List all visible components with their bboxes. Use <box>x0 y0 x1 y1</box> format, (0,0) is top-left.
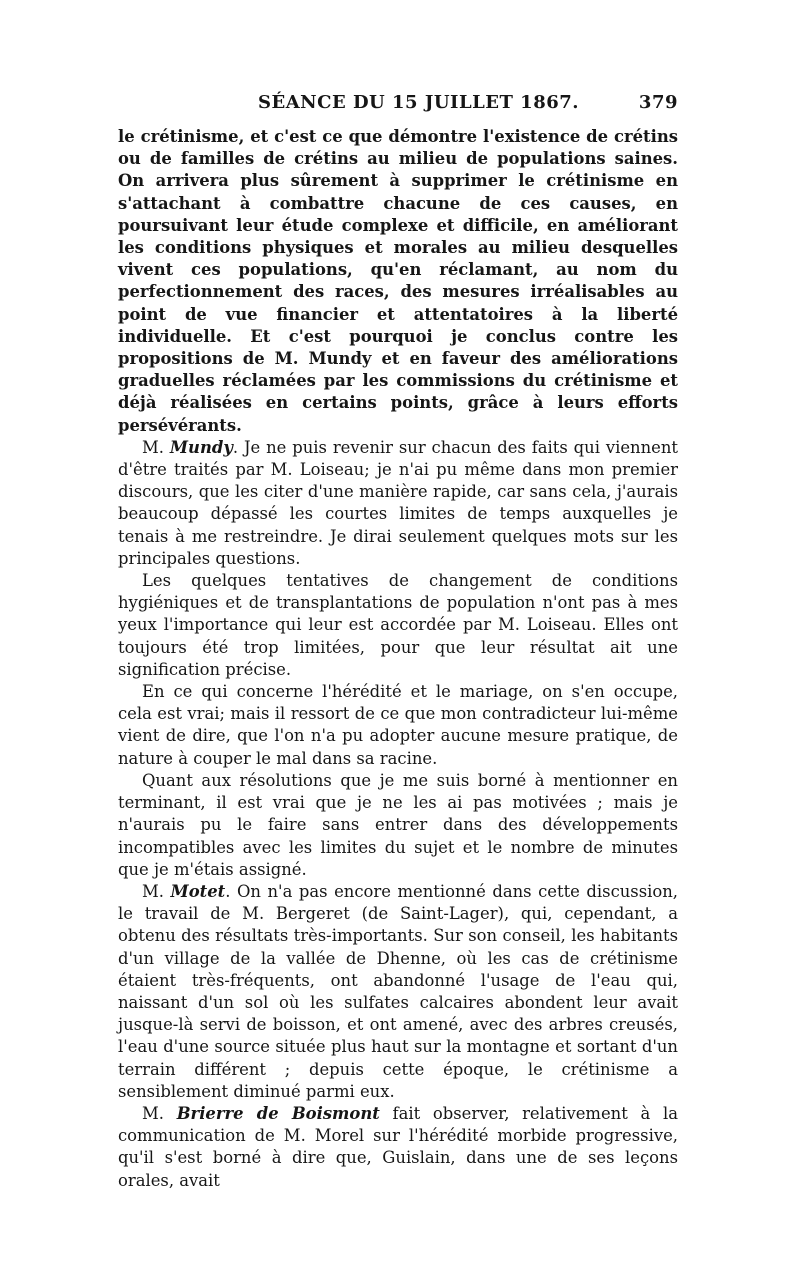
paragraph-resolutions: Quant aux résolutions que je me suis borné à mentionner en terminant, il est vrai que je ne les ai pas motivées ; mais je n'aurais pu le faire sans entrer dans des développements incompatibles avec les limites du sujet et le nombre de minutes que je m'étais assigné. <box>118 770 678 879</box>
paragraph-heredite: En ce qui concerne l'hérédité et le mariage, on s'en occupe, cela est vrai; mais il ressort de ce que mon contradicteur lui-même vient de dire, que l'on n'a pu adopter aucune mesure pratique, de nature à couper le mal dans sa racine. <box>118 682 678 768</box>
paragraph-motet <box>118 881 678 1103</box>
speaker-prefix: M. <box>142 1103 177 1123</box>
speaker-name: Mundy <box>169 437 233 457</box>
paragraph-crétinisme-conclusion: le crétinisme, et c'est ce que démontre l'existence de crétins ou de familles de crétins au milieu de populations saines. On arrivera plus sûrement à supprimer le crétinisme en s'attachant à combattre chacune de ces causes, en poursuivant leur étude complexe et difficile, en améliorant les conditions physiques et morales au milieu desquelles vivent ces populations, qu'en réclamant, au nom du perfectionnement des races, des mesures irréalisables au point de vue financier et attentatoires à la liberté individuelle. Et c'est pourquoi je conclus contre les propositions de M. Mundy et en faveur des améliorations graduelles réclamées par les commissions du crétinisme et déjà réalisées en certains points, grâce à leurs efforts persévérants. <box>118 127 678 435</box>
speaker-prefix: M. <box>142 437 170 457</box>
paragraph-mundy-reply <box>118 437 678 570</box>
body-text <box>118 126 678 1192</box>
running-title: SÉANCE DU 15 JUILLET 1867. <box>258 92 580 113</box>
paragraph-brierre <box>118 1103 678 1192</box>
page-number: 379 <box>638 92 678 113</box>
paragraph-text: fait observer, relativement à la communication de M. Morel sur l'hérédité morbide progressive, qu'il s'est borné à dire que, Guislain, dans une de ses leçons orales, avait <box>118 1103 678 1190</box>
paragraph-text: . Je ne puis revenir sur chacun des faits qui viennent d'être traités par M. Loiseau; je n'ai pu même dans mon premier discours, que les citer d'une manière rapide, car sans cela, j'aurais beaucoup dépassé les courtes limites de temps auxquelles je tenais à me restreindre. Je dirai seulement quelques mots sur les principales questions. <box>118 437 679 568</box>
paragraph-text: . On n'a pas encore mentionné dans cette discussion, le travail de M. Bergeret (de Saint-Lager), qui, cependant, a obtenu des résultats très-importants. Sur son conseil, les habitants d'un village de la vallée de Dhenne, où les cas de crétinisme étaient très-fréquents, ont abandonné l'usage de l'eau qui, naissant d'un sol où les sulfates calcaires abondent leur avait jusque-là servi de boisson, et ont amené, avec des arbres creusés, l'eau d'une source située plus haut sur la montagne et sortant d'un terrain différent ; depuis cette époque, le crétinisme a sensiblement diminué parmi eux. <box>118 881 679 1101</box>
speaker-name: Motet <box>170 881 226 901</box>
paragraph-transplantations: Les quelques tentatives de changement de conditions hygiéniques et de transplantations de population n'ont pas à mes yeux l'importance qui leur est accordée par M. Loiseau. Elles ont toujours été trop limitées, pour que leur résultat ait une signification précise. <box>118 571 678 679</box>
page-header <box>118 92 678 122</box>
speaker-name: Brierre de Boismont <box>176 1103 380 1123</box>
speaker-prefix: M. <box>142 881 171 901</box>
book-page <box>118 92 678 1192</box>
